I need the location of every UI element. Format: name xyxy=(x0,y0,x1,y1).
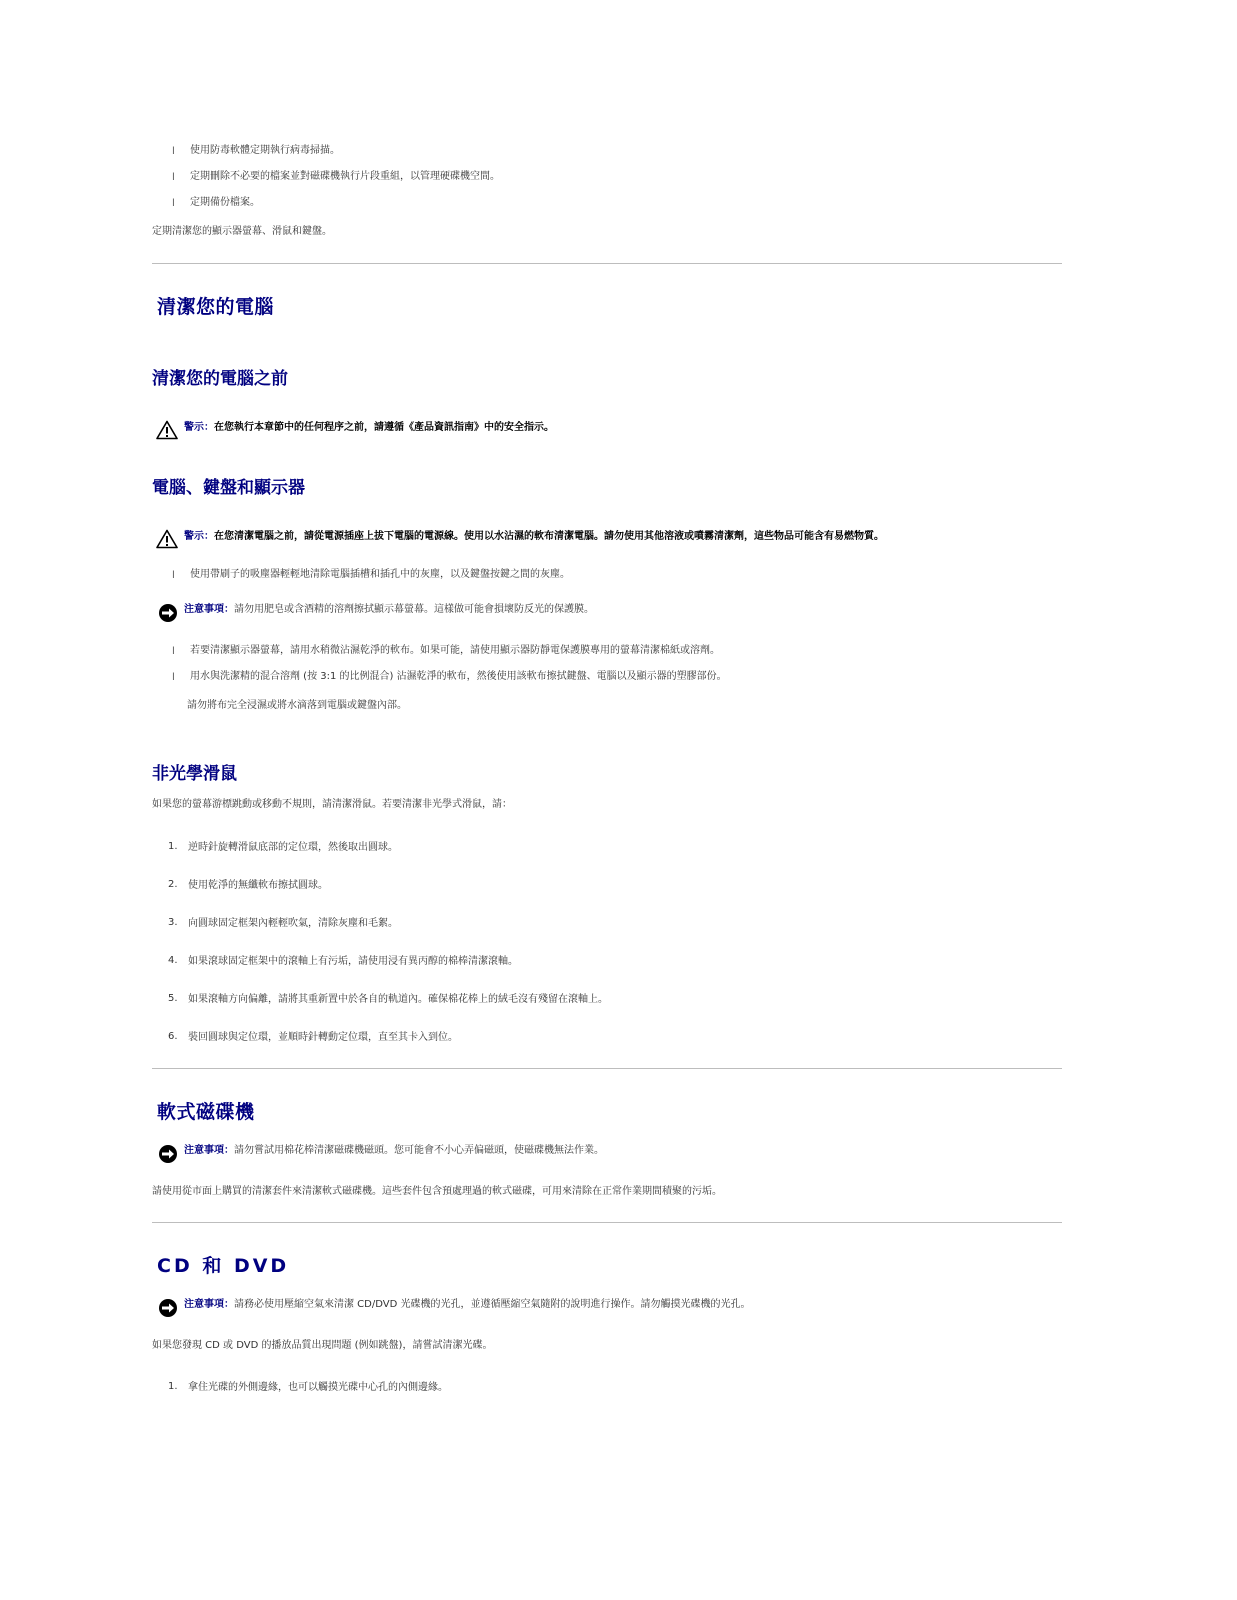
list-item: 用水與洗潔精的混合溶劑 (按 3:1 的比例混合) 沾濕乾淨的軟布，然後使用該軟布擦拭鍵盤、電腦以及顯示器的塑膠部份。 xyxy=(190,671,727,682)
bullet-marker: l xyxy=(172,570,175,581)
list-item: 如果滾軸方向偏離，請將其重新置中於各自的軌道內。確保棉花棒上的絨毛沒有殘留在滾軸上。 xyxy=(188,994,608,1005)
step-number: 6. xyxy=(168,1031,178,1042)
list-item: 如果滾球固定框架中的滾軸上有污垢，請使用浸有異丙醇的棉棒清潔滾軸。 xyxy=(188,956,518,967)
floppy-paragraph: 請使用從市面上購買的清潔套件來清潔軟式磁碟機。這些套件包含預處理過的軟式磁碟，可用來清除在正常作業期間積聚的污垢。 xyxy=(152,1186,722,1197)
notice-floppy xyxy=(184,1144,604,1158)
list-item: 定期刪除不必要的檔案並對磁碟機執行片段重組，以管理硬碟機空間。 xyxy=(190,171,500,182)
bullet-marker: l xyxy=(172,646,175,657)
warning-label: 警示： xyxy=(184,531,214,542)
list-item: 定期備份檔案。 xyxy=(190,197,260,208)
notice-text: 請勿用肥皂或含酒精的溶劑擦拭顯示幕螢幕。這樣做可能會損壞防反光的保護膜。 xyxy=(234,604,594,615)
notice-text: 請勿嘗試用棉花棒清潔磁碟機磁頭。您可能會不小心弄偏磁頭，使磁碟機無法作業。 xyxy=(234,1145,604,1156)
list-item: 裝回圓球與定位環，並順時針轉動定位環，直至其卡入到位。 xyxy=(188,1032,458,1043)
cd-paragraph: 如果您發現 CD 或 DVD 的播放品質出現問題 (例如跳盤)，請嘗試清潔光碟。 xyxy=(152,1340,493,1351)
section-divider xyxy=(152,1068,1062,1069)
mouse-intro: 如果您的螢幕游標跳動或移動不規則，請清潔滑鼠。若要清潔非光學式滑鼠，請： xyxy=(152,799,512,810)
intro-paragraph: 定期清潔您的顯示器螢幕、滑鼠和鍵盤。 xyxy=(152,226,332,237)
section-title-cd-dvd: CD 和 DVD xyxy=(157,1255,290,1277)
list-item: 使用帶刷子的吸塵器輕輕地清除電腦插槽和插孔中的灰塵，以及鍵盤按鍵之間的灰塵。 xyxy=(190,569,570,580)
step-number: 1. xyxy=(168,841,178,852)
warning-before xyxy=(184,421,554,435)
section-divider xyxy=(152,1222,1062,1223)
notice-label: 注意事項： xyxy=(184,1145,234,1156)
warning-label: 警示： xyxy=(184,422,214,433)
warning-text: 在您清潔電腦之前，請從電源插座上拔下電腦的電源線。使用以水沾濕的軟布清潔電腦。請勿使用其他溶液或噴霧清潔劑，這些物品可能含有易燃物質。 xyxy=(214,531,884,542)
bullet-marker: l xyxy=(172,198,175,209)
notice-label: 注意事項： xyxy=(184,604,234,615)
subsection-title-mouse: 非光學滑鼠 xyxy=(152,764,237,784)
notice-text: 請務必使用壓縮空氣來清潔 CD/DVD 光碟機的光孔，並遵循壓縮空氣隨附的說明進行操作。請勿觸摸光碟機的光孔。 xyxy=(234,1299,751,1310)
warning-triangle-icon xyxy=(156,420,178,440)
list-item: 向圓球固定框架內輕輕吹氣，清除灰塵和毛絮。 xyxy=(188,918,398,929)
notice-display xyxy=(184,603,594,617)
step-number: 2. xyxy=(168,879,178,890)
step-number: 3. xyxy=(168,917,178,928)
warning-text: 在您執行本章節中的任何程序之前，請遵循《產品資訊指南》中的安全指示。 xyxy=(214,422,554,433)
bullet-marker: l xyxy=(172,172,175,183)
section-title-floppy: 軟式磁碟機 xyxy=(157,1101,255,1123)
notice-label: 注意事項： xyxy=(184,1299,234,1310)
step-number: 1. xyxy=(168,1381,178,1392)
bullet-marker: l xyxy=(172,672,175,683)
list-item: 拿住光碟的外側邊緣，也可以觸摸光碟中心孔的內側邊緣。 xyxy=(188,1382,448,1393)
notice-icon xyxy=(157,1144,179,1164)
list-item: 若要清潔顯示器螢幕，請用水稍微沾濕乾淨的軟布。如果可能，請使用顯示器防靜電保護膜專用的螢幕清潔棉紙或溶劑。 xyxy=(190,645,720,656)
list-item: 逆時針旋轉滑鼠底部的定位環，然後取出圓球。 xyxy=(188,842,398,853)
subsection-title-computer: 電腦、鍵盤和顯示器 xyxy=(152,478,305,498)
section-title-cleaning: 清潔您的電腦 xyxy=(157,296,275,318)
warning-computer xyxy=(184,530,884,544)
step-number: 5. xyxy=(168,993,178,1004)
notice-cd-dvd xyxy=(184,1298,750,1312)
list-item: 使用乾淨的無纖軟布擦拭圓球。 xyxy=(188,880,328,891)
sub-paragraph: 請勿將布完全浸濕或將水滴落到電腦或鍵盤內部。 xyxy=(187,700,407,711)
step-number: 4. xyxy=(168,955,178,966)
subsection-title-before: 清潔您的電腦之前 xyxy=(152,369,288,389)
notice-icon xyxy=(157,1298,179,1318)
list-item: 使用防毒軟體定期執行病毒掃描。 xyxy=(190,145,340,156)
section-divider xyxy=(152,263,1062,264)
notice-icon xyxy=(157,603,179,623)
bullet-marker: l xyxy=(172,146,175,157)
warning-triangle-icon xyxy=(156,529,178,549)
